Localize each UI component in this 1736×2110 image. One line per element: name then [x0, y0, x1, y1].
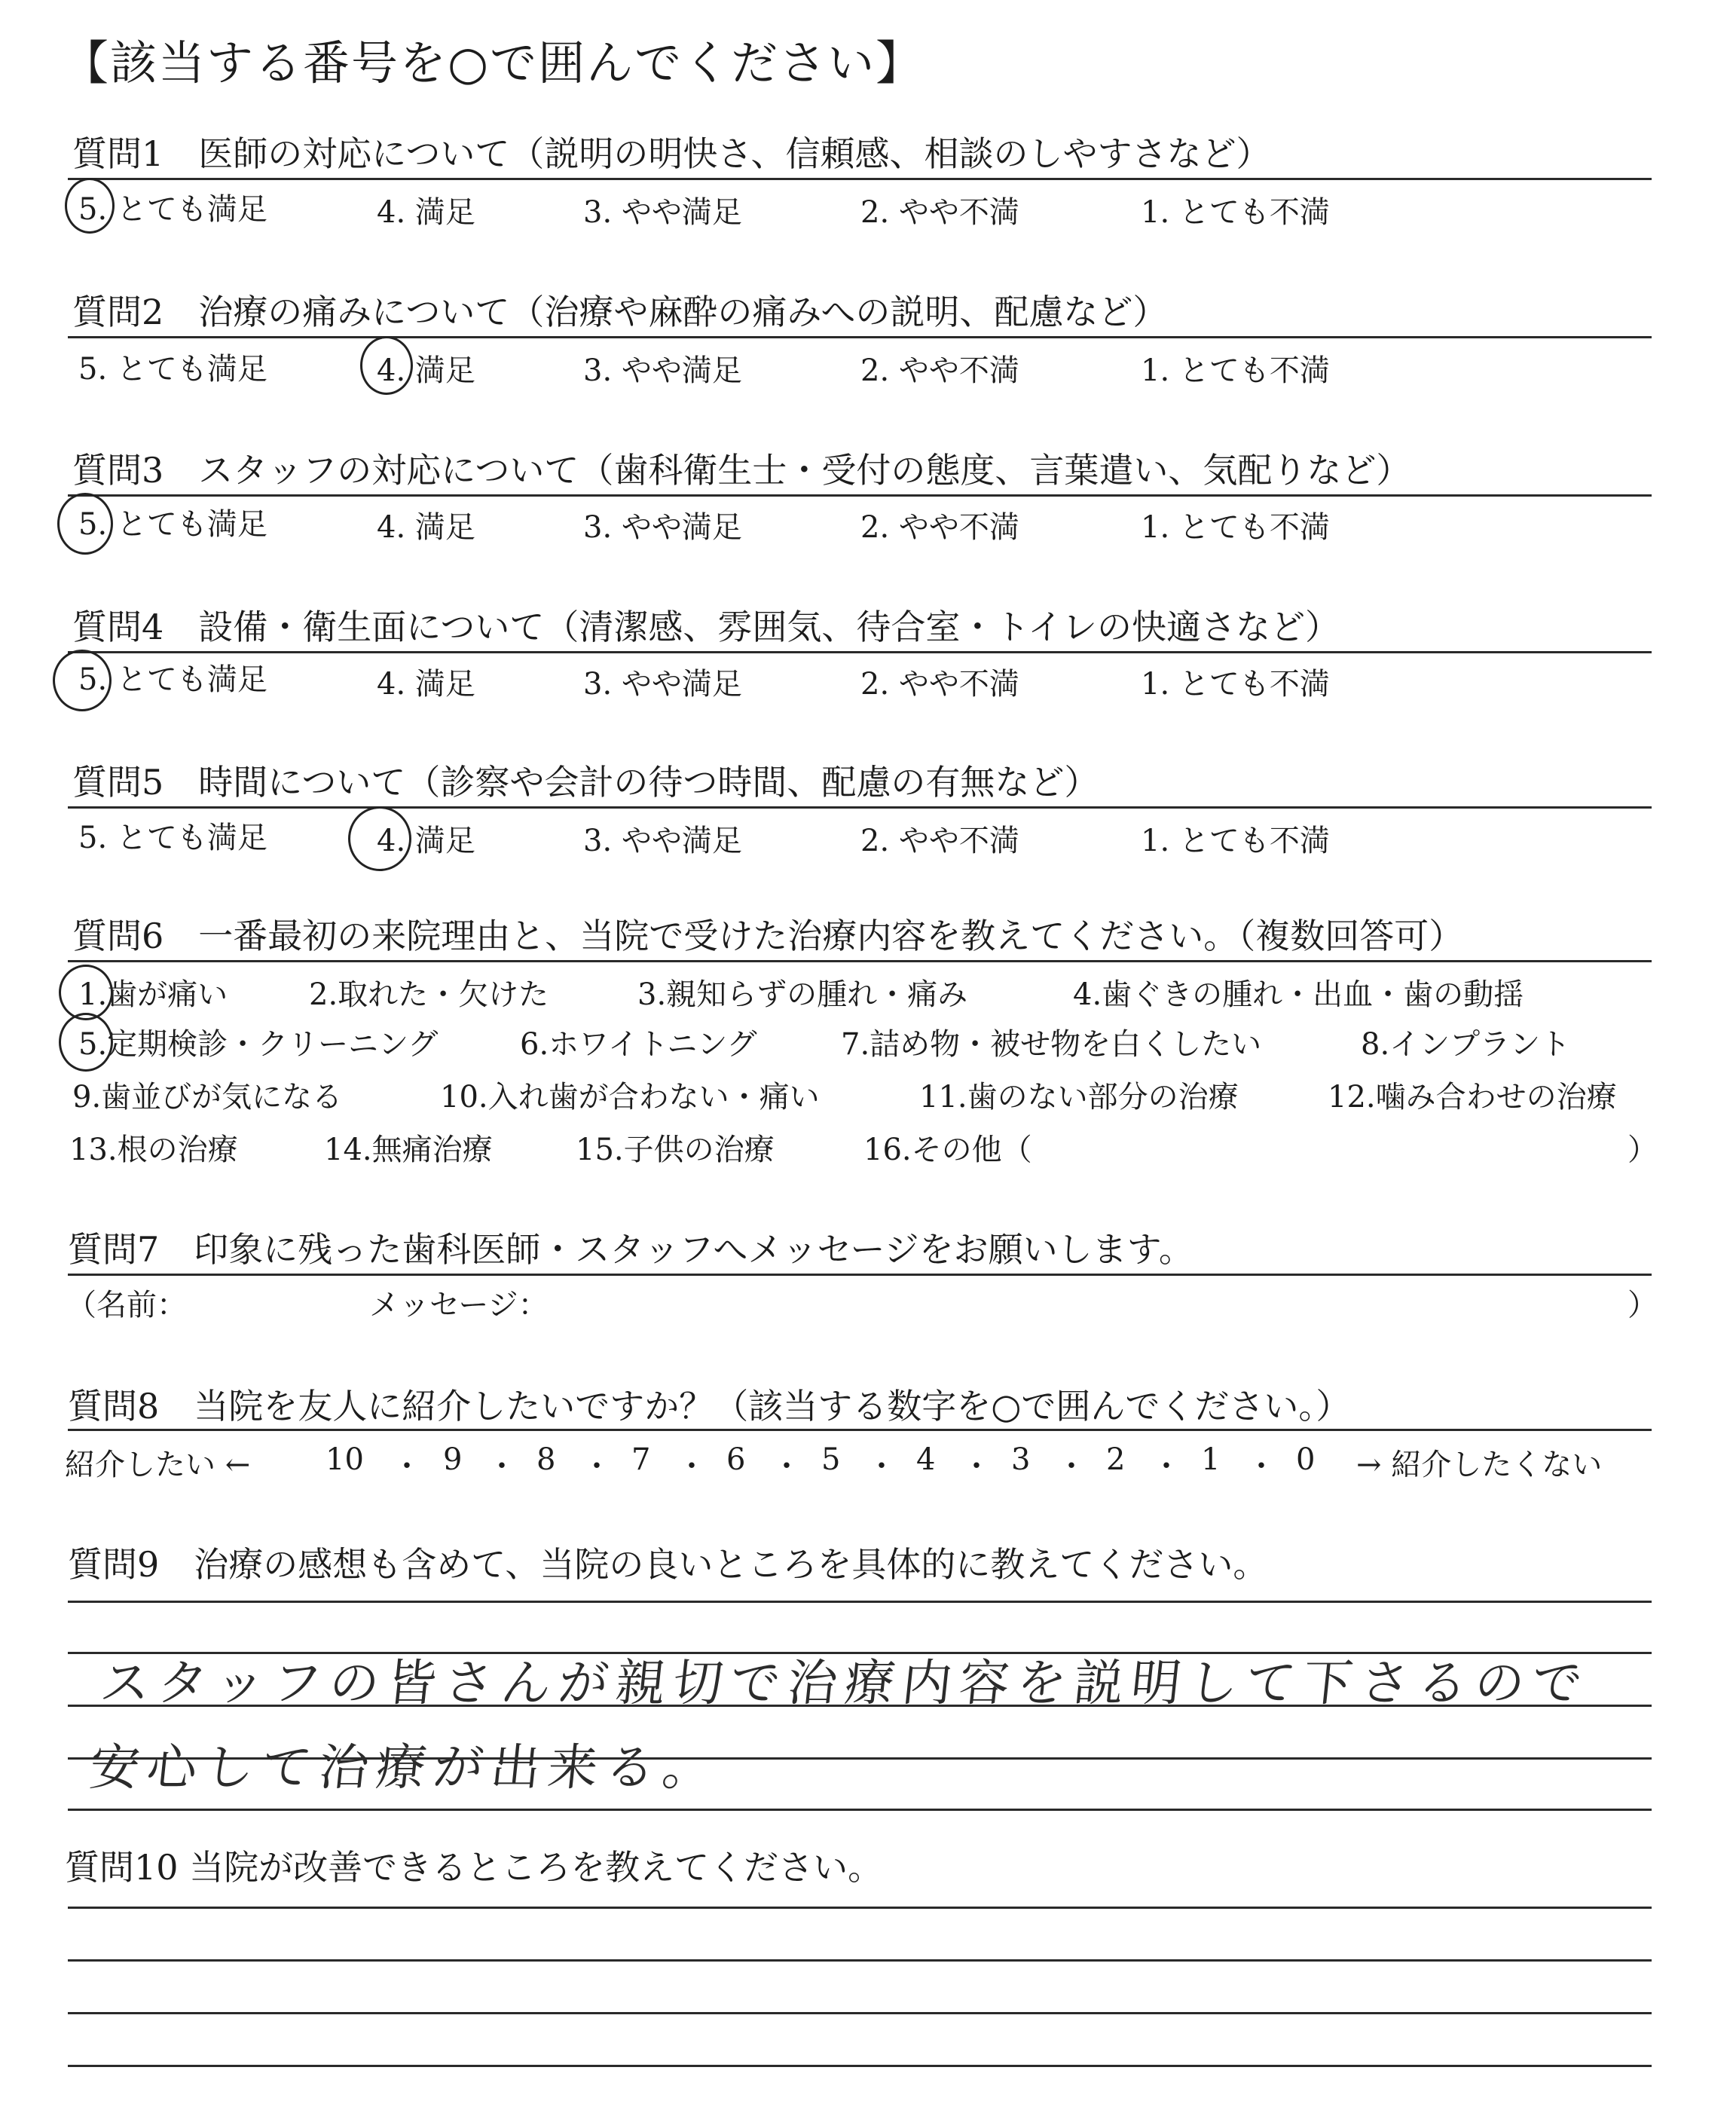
question-3: 質問3 スタッフの対応について（歯科衛生士・受付の態度、言葉遣い、気配りなど）: [72, 450, 1411, 491]
option-5[interactable]: 5. とても満足: [78, 662, 267, 697]
option-4[interactable]: 4. 満足: [377, 353, 475, 388]
option-1[interactable]: 1. とても不満: [1141, 353, 1330, 388]
scale-value-2[interactable]: 2: [1106, 1442, 1126, 1477]
question-10: 質問10 当院が改善できるところを教えてください。: [65, 1847, 883, 1888]
selection-circle: [53, 650, 112, 711]
message-field-close: ）: [1628, 1288, 1658, 1323]
question-6: 質問6 一番最初の来院理由と、当院で受けた治療内容を教えてください。（複数回答可）: [72, 916, 1464, 956]
scale-separator: ・: [1246, 1449, 1276, 1484]
q6-option-6[interactable]: 6.ホワイトニング: [520, 1027, 757, 1062]
rule-line: [68, 494, 1652, 497]
option-4[interactable]: 4. 満足: [377, 195, 475, 230]
q6-option-3[interactable]: 3.親知らずの腫れ・痛み: [637, 977, 968, 1012]
selection-circle: [57, 493, 113, 555]
q6-option-10[interactable]: 10.入れ歯が合わない・痛い: [440, 1080, 820, 1115]
option-3[interactable]: 3. やや満足: [583, 195, 742, 230]
answer-line: [68, 1809, 1652, 1811]
handwritten-answer-line-1: スタッフの皆さんが親切で治療内容を説明して下さるので: [97, 1654, 1593, 1712]
scale-value-7[interactable]: 7: [631, 1442, 651, 1477]
rule-line: [68, 178, 1652, 180]
name-field-label: （名前：: [66, 1288, 187, 1323]
q6-other-close: ）: [1628, 1133, 1658, 1167]
q6-option-8[interactable]: 8.インプラント: [1361, 1027, 1571, 1062]
rule-line: [68, 806, 1652, 809]
scale-separator: ・: [487, 1449, 517, 1484]
answer-line: [68, 2065, 1652, 2067]
scale-left-label: 紹介したい ←: [65, 1448, 251, 1482]
question-7: 質問7 印象に残った歯科医師・スタッフへメッセージをお願いします。: [68, 1229, 1194, 1270]
form-heading: 【該当する番号を○で囲んでください】: [62, 35, 925, 90]
option-4[interactable]: 4. 満足: [377, 667, 475, 702]
option-5[interactable]: 5. とても満足: [78, 192, 267, 227]
rule-line: [68, 960, 1652, 962]
scale-value-6[interactable]: 6: [726, 1442, 746, 1477]
option-3[interactable]: 3. やや満足: [583, 353, 742, 388]
q6-option-11[interactable]: 11.歯のない部分の治療: [919, 1080, 1239, 1115]
q6-option-12[interactable]: 12.噛み合わせの治療: [1328, 1080, 1617, 1115]
rule-line: [68, 1429, 1652, 1431]
handwritten-answer-line-2: 安心して治療が出来る。: [87, 1738, 723, 1797]
question-1: 質問1 医師の対応について（説明の明快さ、信頼感、相談のしやすさなど）: [72, 133, 1271, 174]
selection-circle: [59, 1013, 113, 1072]
selection-circle: [348, 806, 411, 871]
selection-circle: [360, 336, 413, 395]
option-1[interactable]: 1. とても不満: [1141, 667, 1330, 702]
q6-option-16[interactable]: 16.その他（: [863, 1133, 1032, 1167]
rule-line: [68, 336, 1652, 338]
option-4[interactable]: 4. 満足: [377, 824, 475, 858]
option-3[interactable]: 3. やや満足: [583, 824, 742, 858]
q6-option-14[interactable]: 14.無痛治療: [324, 1133, 493, 1167]
scale-value-0[interactable]: 0: [1296, 1442, 1316, 1477]
q6-option-9[interactable]: 9.歯並びが気になる: [72, 1080, 343, 1115]
question-4: 質問4 設備・衛生面について（清潔感、雰囲気、待合室・トイレの快適さなど）: [72, 607, 1340, 647]
q6-option-15[interactable]: 15.子供の治療: [576, 1133, 775, 1167]
scale-separator: ・: [772, 1449, 802, 1484]
scale-value-5[interactable]: 5: [821, 1442, 841, 1477]
option-5[interactable]: 5. とても満足: [78, 821, 267, 855]
option-1[interactable]: 1. とても不満: [1141, 195, 1330, 230]
scale-separator: ・: [866, 1449, 897, 1484]
question-8: 質問8 当院を友人に紹介したいですか？（該当する数字を○で囲んでください。）: [68, 1386, 1351, 1427]
scale-value-4[interactable]: 4: [916, 1442, 936, 1477]
answer-line: [68, 1959, 1652, 1962]
option-2[interactable]: 2. やや不満: [860, 195, 1019, 230]
scale-separator: ・: [582, 1449, 612, 1484]
option-5[interactable]: 5. とても満足: [78, 507, 267, 542]
scale-separator: ・: [1151, 1449, 1181, 1484]
question-5: 質問5 時間について（診察や会計の待つ時間、配慮の有無など）: [72, 762, 1099, 803]
q6-option-4[interactable]: 4.歯ぐきの腫れ・出血・歯の動揺: [1073, 977, 1524, 1012]
q6-option-1[interactable]: 1.歯が痛い: [78, 977, 228, 1012]
selection-circle: [59, 965, 113, 1020]
option-1[interactable]: 1. とても不満: [1141, 824, 1330, 858]
answer-line: [68, 1601, 1652, 1603]
selection-circle: [65, 178, 115, 234]
question-9: 質問9 治療の感想も含めて、当院の良いところを具体的に教えてください。: [68, 1544, 1268, 1585]
option-2[interactable]: 2. やや不満: [860, 510, 1019, 545]
option-2[interactable]: 2. やや不満: [860, 667, 1019, 702]
question-2: 質問2 治療の痛みについて（治療や麻酔の痛みへの説明、配慮など）: [72, 292, 1168, 332]
scale-value-9[interactable]: 9: [443, 1442, 463, 1477]
option-2[interactable]: 2. やや不満: [860, 824, 1019, 858]
answer-line: [68, 2012, 1652, 2014]
scale-separator: ・: [677, 1449, 707, 1484]
option-5[interactable]: 5. とても満足: [78, 352, 267, 387]
q6-option-5[interactable]: 5.定期検診・クリーニング: [78, 1027, 439, 1062]
scale-value-8[interactable]: 8: [536, 1442, 556, 1477]
rule-line: [68, 1274, 1652, 1276]
scale-separator: ・: [961, 1449, 992, 1484]
option-3[interactable]: 3. やや満足: [583, 667, 742, 702]
message-field-label: メッセージ：: [369, 1288, 549, 1323]
option-3[interactable]: 3. やや満足: [583, 510, 742, 545]
scale-separator: ・: [1056, 1449, 1087, 1484]
answer-line: [68, 1907, 1652, 1909]
option-4[interactable]: 4. 満足: [377, 510, 475, 545]
scale-separator: ・: [392, 1449, 422, 1484]
rule-line: [68, 651, 1652, 653]
scale-value-10[interactable]: 10: [326, 1442, 364, 1477]
scale-right-label: → 紹介したくない: [1356, 1448, 1603, 1482]
q6-option-2[interactable]: 2.取れた・欠けた: [309, 977, 549, 1012]
scale-value-3[interactable]: 3: [1011, 1442, 1031, 1477]
option-2[interactable]: 2. やや不満: [860, 353, 1019, 388]
scale-value-1[interactable]: 1: [1201, 1442, 1221, 1477]
option-1[interactable]: 1. とても不満: [1141, 510, 1330, 545]
q6-option-7[interactable]: 7.詰め物・被せ物を白くしたい: [841, 1027, 1262, 1062]
q6-option-13[interactable]: 13.根の治療: [69, 1133, 238, 1167]
